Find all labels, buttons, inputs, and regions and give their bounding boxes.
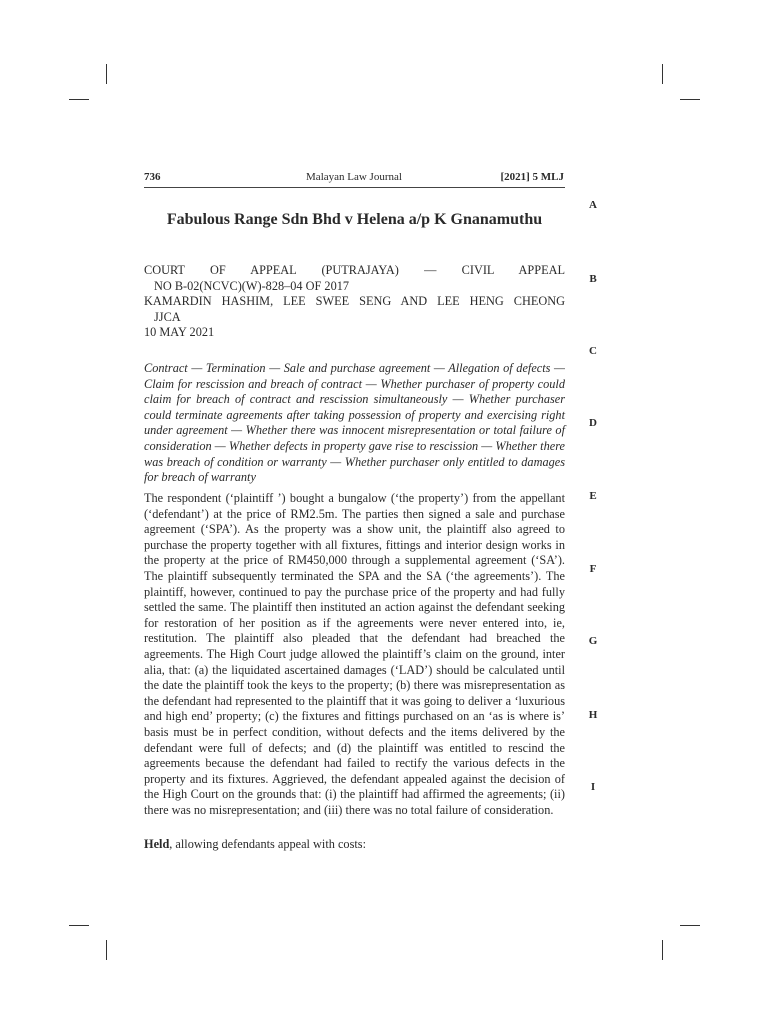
crop-mark-bottom-right-horizontal (680, 925, 700, 926)
margin-letter-d: D (589, 417, 597, 429)
crop-mark-top-left-vertical (106, 64, 107, 84)
margin-letter-a: A (589, 199, 597, 211)
held-label: Held (144, 837, 170, 851)
margin-letter-f: F (589, 563, 597, 575)
crop-mark-top-left-horizontal (69, 99, 89, 100)
margin-letter-b: B (589, 273, 597, 285)
crop-mark-bottom-left-horizontal (69, 925, 89, 926)
appeal-number: NO B-02(NCVC)(W)-828–04 OF 2017 (154, 278, 350, 293)
crop-mark-top-right-horizontal (680, 99, 700, 100)
citation: [2021] 5 MLJ (500, 171, 564, 183)
court-line: COURT OF APPEAL (PUTRAJAYA) — CIVIL APPEAL (144, 263, 565, 277)
catchwords: Contract — Termination — Sale and purchase agreement — Allegation of defects — Claim for rescission and breach of contract — Whether purchaser of property could claim for breach of contract and rescission simultaneously — Whether purchaser could terminate agreements after taking possession of property and exercising right under agreement — Whether there was innocent misrepresentation or total failure of consideration — Whether defects in property gave rise to rescission — Whether there was breach of condition or warranty — Whether purchaser only entitled to damages for breach of warranty (144, 361, 565, 485)
headnote-paragraph: The respondent (‘plaintiff ’) bought a bungalow (‘the property’) from the appellant (‘defendant’) at the price of RM2.5m. The parties then signed a sale and purchase agreement (‘SPA’). As the property was a show unit, the plaintiff also agreed to purchase the property together with all fixtures, fittings and interior design works in the property at the price of RM450,000 through a supplemental agreement (‘SA’). The plaintiff subsequently terminated the SPA and the SA (‘the agreements’). The plaintiff, however, continued to pay the purchase price of the property and had fully settled the same. The plaintiff then instituted an action against the defendant seeking for restoration of her position as if the agreements were never entered into, ie, restitution. The plaintiff also pleaded that the defendant had breached the agreements. The High Court judge allowed the plaintiff’s claim on the ground, inter alia, that: (a) the liquidated ascertained damages (‘LAD’) should be calculated until the date the plaintiff took the keys to the property; (b) there was misrepresentation as the defendant had represented to the plaintiff that it was going to deliver a ‘luxurious and high end’ property; (c) the fixtures and fittings purchased on an ‘as is where is’ basis must be in perfect condition, without defects and the items delivered by the defendant were full of defects; and (d) the plaintiff was entitled to rescind the agreements because the defendant had failed to rectify the various defects in the property and its fixtures. Aggrieved, the defendant appealed against the decision of the High Court on the grounds that: (i) the plaintiff had affirmed the agreements; (ii) there was no misrepresentation; and (iii) there was no total failure of consideration. (144, 491, 565, 817)
held-line (144, 837, 565, 853)
journal-name: Malayan Law Journal (306, 171, 402, 183)
margin-letter-g: G (588, 635, 598, 647)
running-header (144, 171, 564, 187)
case-title: Fabulous Range Sdn Bhd v Helena a/p K Gnanamuthu (166, 211, 543, 228)
margin-letter-column (585, 0, 601, 1024)
crop-mark-top-right-vertical (662, 64, 663, 84)
margin-letter-c: C (589, 345, 597, 357)
held-text: , allowing defendants appeal with costs: (169, 837, 366, 851)
page-number: 736 (144, 171, 161, 183)
margin-letter-e: E (589, 490, 597, 502)
margin-letter-i: I (590, 781, 596, 793)
judges: KAMARDIN HASHIM, LEE SWEE SENG AND LEE HENG CHEONG (144, 294, 565, 309)
crop-mark-bottom-left-vertical (106, 940, 107, 960)
court-details (144, 263, 565, 341)
crop-mark-bottom-right-vertical (662, 940, 663, 960)
judgment-date: 10 MAY 2021 (144, 325, 215, 340)
judges-title: JJCA (154, 309, 181, 324)
margin-letter-h: H (588, 709, 598, 721)
header-rule (144, 187, 565, 188)
